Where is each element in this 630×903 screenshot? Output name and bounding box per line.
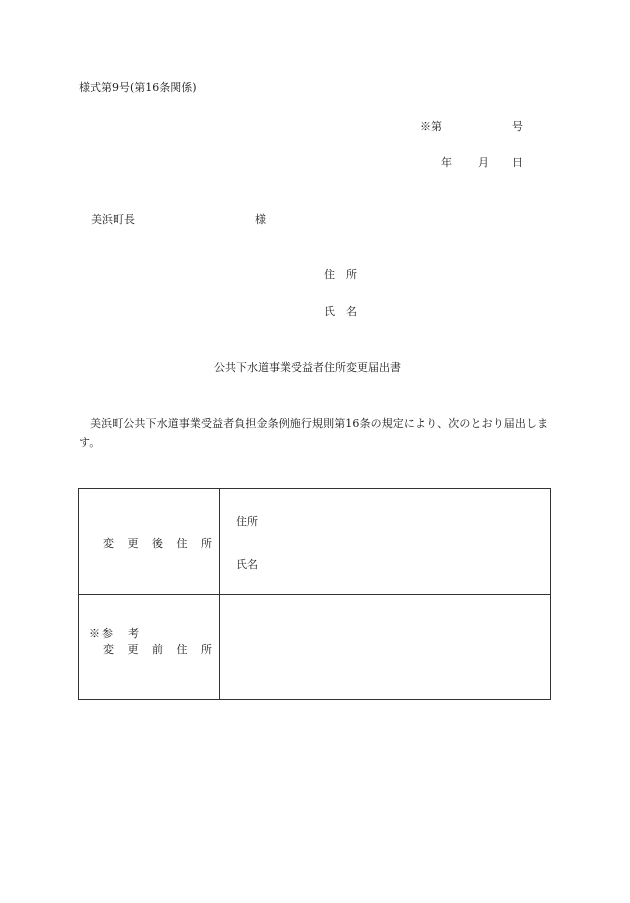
- old-address-label: 変 更 前 住 所: [103, 643, 217, 656]
- new-address-field-label: 住所: [236, 515, 258, 528]
- reference-note-label: ※参 考: [89, 627, 141, 640]
- applicant-address-label: 住 所: [324, 268, 357, 281]
- new-name-field-label: 氏名: [236, 558, 258, 571]
- addressee-name: 美浜町長: [91, 213, 135, 226]
- date-month: 月: [478, 156, 489, 169]
- date-year: 年: [441, 156, 452, 169]
- reference-number-prefix: ※第: [420, 120, 442, 133]
- form-number-label: 様式第9号(第16条関係): [79, 81, 197, 94]
- addressee-honorific: 様: [255, 213, 266, 226]
- applicant-name-label: 氏 名: [324, 305, 357, 318]
- document-title: 公共下水道事業受益者住所変更届出書: [214, 361, 401, 374]
- date-day: 日: [512, 156, 523, 169]
- address-change-table: [78, 488, 551, 700]
- table-row-old-address: [79, 595, 550, 699]
- column-divider: [219, 489, 220, 594]
- body-paragraph: 美浜町公共下水道事業受益者負担金条例施行規則第16条の規定により、次のとおり届出します。: [79, 417, 549, 449]
- column-divider: [219, 595, 220, 699]
- table-row-new-address: [79, 489, 550, 595]
- new-address-label: 変 更 後 住 所: [103, 537, 217, 550]
- reference-number-suffix: 号: [512, 120, 523, 133]
